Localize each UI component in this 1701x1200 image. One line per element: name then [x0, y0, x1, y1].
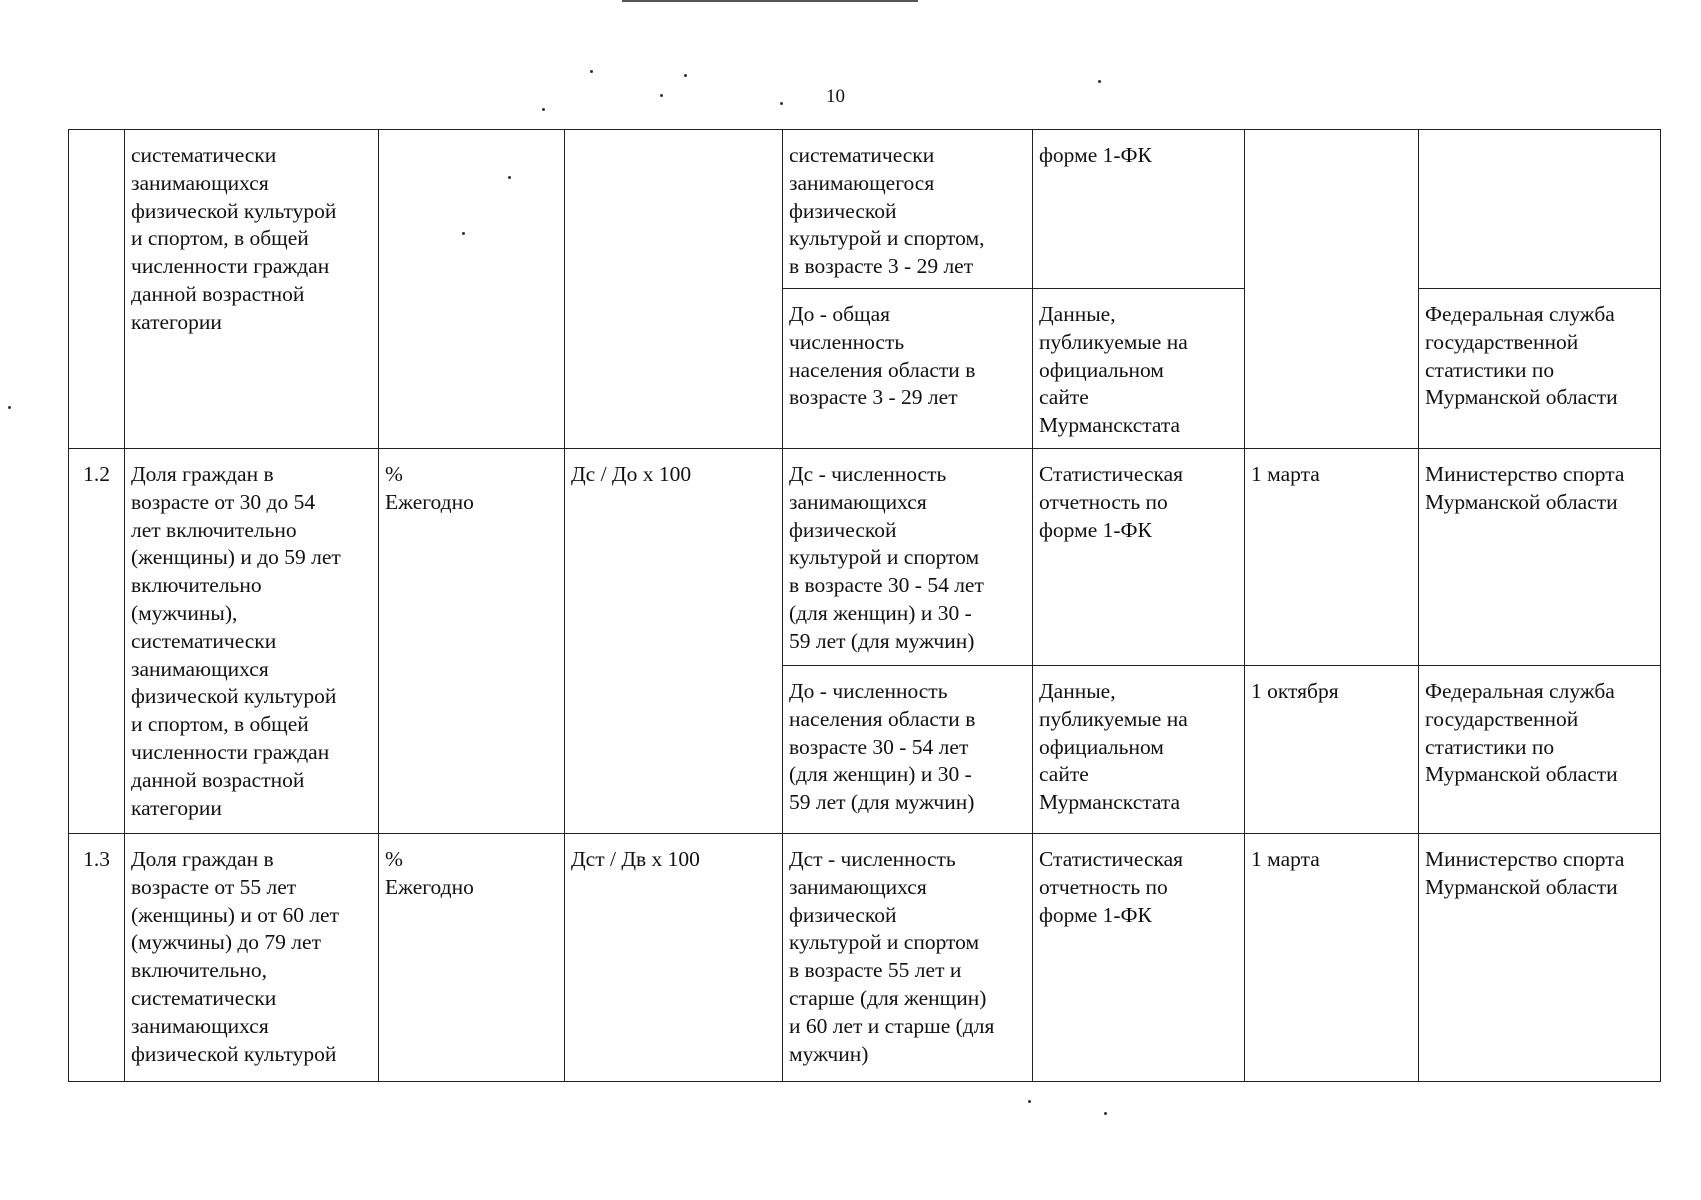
responsible-agency-cell: [1419, 130, 1661, 289]
data-source-cell: Статистическая отчетность по форме 1-ФК: [1033, 834, 1245, 1082]
row-number-cell: 1.2: [69, 449, 125, 834]
top-rule: [622, 0, 918, 2]
indicator-name-cell: систематически занимающихся физической культурой и спортом, в общей численности граждан данной возрастной категории: [125, 130, 379, 449]
row-number-cell: 1.3: [69, 834, 125, 1082]
scan-speck: [660, 94, 663, 97]
unit-cell: % Ежегодно: [379, 449, 565, 834]
responsible-agency-cell: Министерство спорта Мурманской области: [1419, 834, 1661, 1082]
data-source-cell: Данные, публикуемые на официальном сайте Мурманскстата: [1033, 289, 1245, 449]
unit-cell: [379, 130, 565, 449]
page-number: 10: [826, 86, 845, 107]
table-row-continued: [69, 130, 1661, 289]
formula-cell: Дст / Дв х 100: [565, 834, 783, 1082]
scan-speck: [1098, 80, 1101, 83]
unit-cell: % Ежегодно: [379, 834, 565, 1082]
variable-description-cell: Дст - численность занимающихся физической культурой и спортом в возрасте 55 лет и старше (для женщин) и 60 лет и старше (для мужчин): [783, 834, 1033, 1082]
table-row: [69, 449, 1661, 666]
formula-cell: Дс / До х 100: [565, 449, 783, 834]
data-source-cell: Данные, публикуемые на официальном сайте Мурманскстата: [1033, 666, 1245, 834]
variable-description-cell: Дс - численность занимающихся физической культурой и спортом в возрасте 30 - 54 лет (для женщин) и 30 - 59 лет (для мужчин): [783, 449, 1033, 666]
scan-speck: [684, 74, 687, 77]
scan-speck: [1028, 1100, 1031, 1103]
responsible-agency-cell: Федеральная служба государственной статистики по Мурманской области: [1419, 666, 1661, 834]
formula-cell: [565, 130, 783, 449]
scan-speck: [542, 108, 545, 111]
indicator-name-cell: Доля граждан в возрасте от 30 до 54 лет включительно (женщины) и до 59 лет включительно (мужчины), систематически занимающихся физической культурой и спортом, в общей численности граждан данной возрастной категории: [125, 449, 379, 834]
variable-description-cell: систематически занимающегося физической культурой и спортом, в возрасте 3 - 29 лет: [783, 130, 1033, 289]
variable-description-cell: До - общая численность населения области в возрасте 3 - 29 лет: [783, 289, 1033, 449]
row-number-cell: [69, 130, 125, 449]
data-source-cell: Статистическая отчетность по форме 1-ФК: [1033, 449, 1245, 666]
date-cell: 1 марта: [1245, 449, 1419, 666]
data-source-cell: форме 1-ФК: [1033, 130, 1245, 289]
date-cell: 1 марта: [1245, 834, 1419, 1082]
scan-speck: [590, 70, 593, 73]
indicator-table: [68, 129, 1661, 1082]
date-cell: 1 октября: [1245, 666, 1419, 834]
responsible-agency-cell: Федеральная служба государственной статистики по Мурманской области: [1419, 289, 1661, 449]
scan-speck: [1104, 1112, 1107, 1115]
scan-speck: [8, 406, 11, 409]
scan-speck: [780, 102, 783, 105]
variable-description-cell: До - численность населения области в возрасте 30 - 54 лет (для женщин) и 30 - 59 лет (для мужчин): [783, 666, 1033, 834]
responsible-agency-cell: Министерство спорта Мурманской области: [1419, 449, 1661, 666]
table-row: [69, 834, 1661, 1082]
date-cell: [1245, 130, 1419, 449]
indicator-name-cell: Доля граждан в возрасте от 55 лет (женщины) и от 60 лет (мужчины) до 79 лет включительно, систематически занимающихся физической культурой: [125, 834, 379, 1082]
